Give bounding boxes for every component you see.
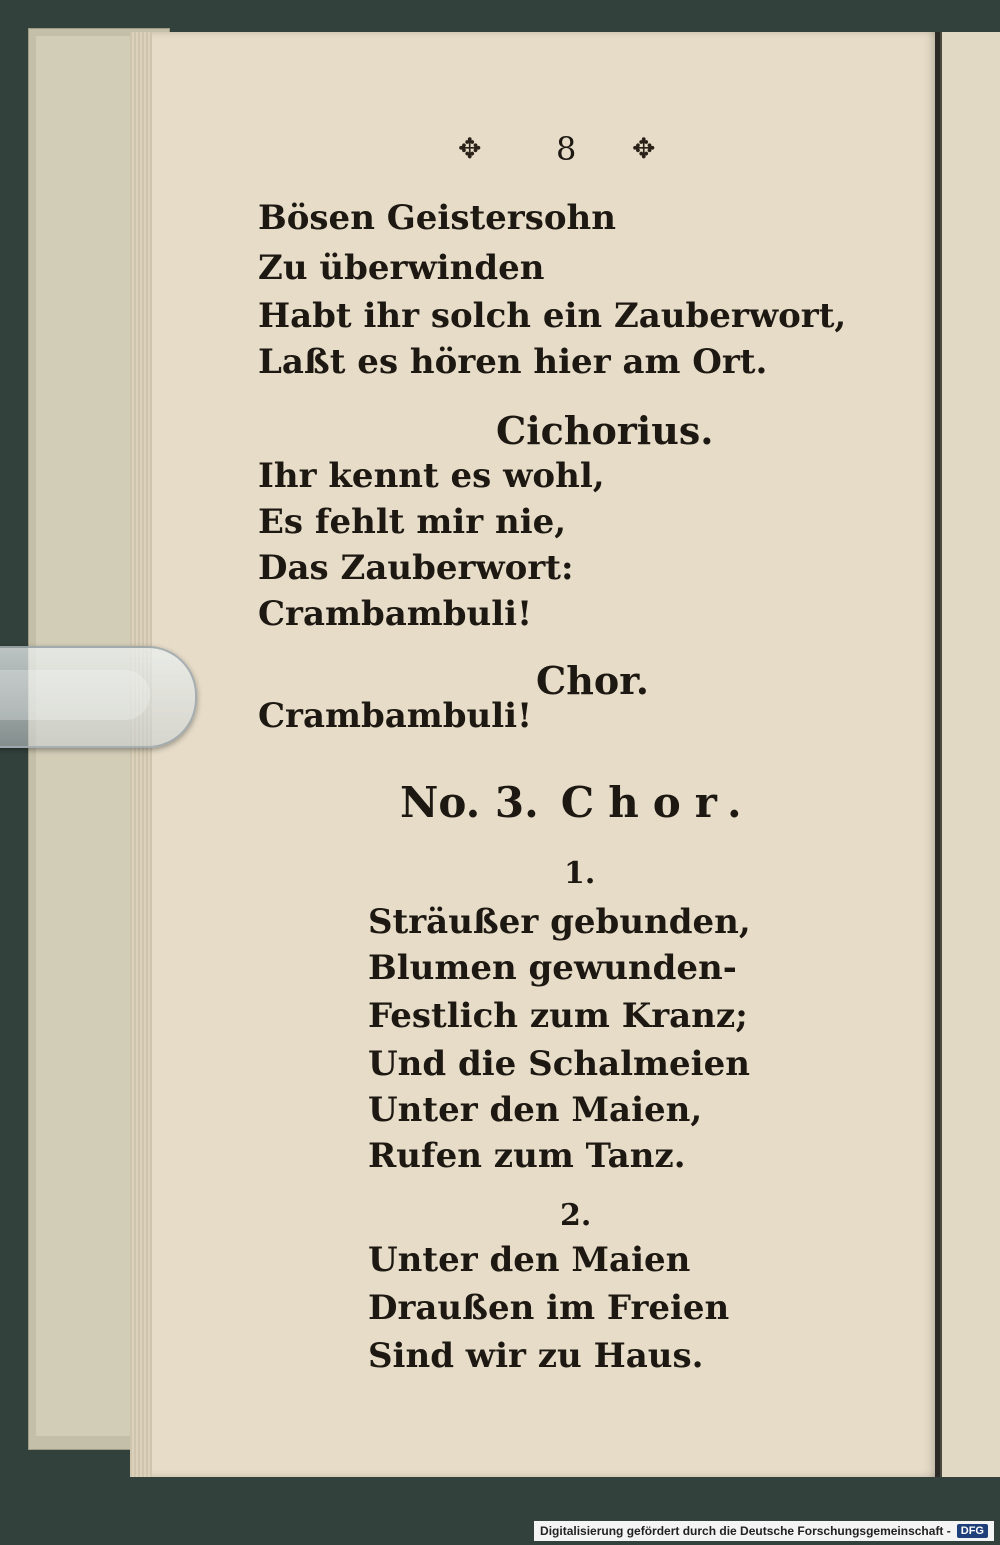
right-ornament-icon: ✥ bbox=[632, 132, 656, 165]
page-stack-edge bbox=[130, 32, 152, 1477]
verse-line: Crambambuli! bbox=[258, 696, 533, 736]
verse-line: Draußen im Freien bbox=[368, 1288, 730, 1328]
left-ornament-icon: ✥ bbox=[458, 132, 482, 165]
verse-line: Es fehlt mir nie, bbox=[258, 502, 567, 542]
dfg-logo-icon: DFG bbox=[957, 1524, 988, 1538]
speaker-heading: Chor. bbox=[536, 658, 649, 703]
footer-credit-bar bbox=[534, 1521, 994, 1541]
page-number: 8 bbox=[556, 130, 577, 168]
page-clip-highlight bbox=[0, 670, 150, 720]
section-name: Chor. bbox=[560, 778, 756, 827]
facing-page-edge bbox=[940, 32, 1000, 1477]
verse-line: Unter den Maien bbox=[368, 1240, 691, 1280]
verse-line: Und die Schalmeien bbox=[368, 1044, 750, 1084]
verse-line: Bösen Geistersohn bbox=[258, 198, 616, 238]
verse-line: Ihr kennt es wohl, bbox=[258, 456, 605, 496]
verse-line: Habt ihr solch ein Zauberwort, bbox=[258, 296, 847, 336]
verse-line: Unter den Maien, bbox=[368, 1090, 703, 1130]
verse-line: Crambambuli! bbox=[258, 594, 533, 634]
verse-line: Laßt es hören hier am Ort. bbox=[258, 342, 768, 382]
verse-line: Festlich zum Kranz; bbox=[368, 996, 748, 1036]
verse-line: Blumen gewunden- bbox=[368, 948, 737, 988]
verse-line: Sträußer gebunden, bbox=[368, 902, 751, 942]
section-number: No. 3. bbox=[400, 778, 539, 827]
verse-line: Rufen zum Tanz. bbox=[368, 1136, 686, 1176]
verse-line: Das Zauberwort: bbox=[258, 548, 574, 588]
verse-line: Sind wir zu Haus. bbox=[368, 1336, 704, 1376]
speaker-heading: Cichorius. bbox=[496, 408, 714, 453]
verse-number: 2. bbox=[560, 1198, 592, 1233]
footer-credit: Digitalisierung gefördert durch die Deutsche Forschungsgemeinschaft - bbox=[540, 1524, 951, 1538]
verse-number: 1. bbox=[564, 856, 596, 891]
verse-line: Zu überwinden bbox=[258, 248, 545, 288]
page-clip bbox=[0, 646, 197, 748]
section-title bbox=[400, 778, 756, 827]
